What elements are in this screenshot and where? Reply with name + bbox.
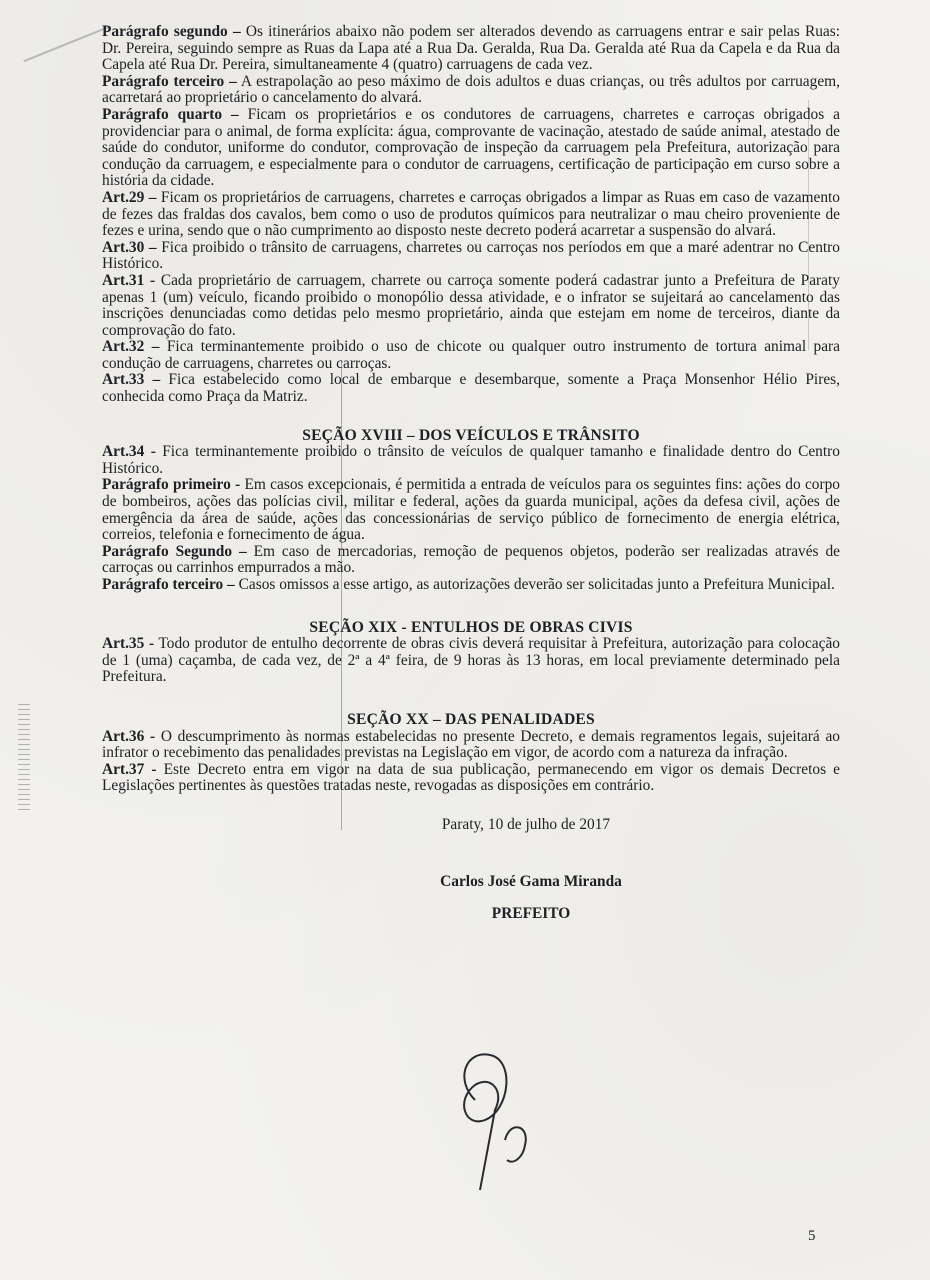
article-text: Ficam os proprietários de carruagens, charretes e carroças obrigados a limpar as Ruas em caso de vazamento de fezes das fraldas dos cavalos, bem como o uso de produtos químicos para neutralizar o mau cheiro proveniente de fezes e urina, sendo que o não cumprimento ao disposto neste decreto poderá acarretar a suspensão do alvará. [102,188,840,240]
article-paragraph [102,762,840,795]
section-title-xix: SEÇÃO XIX - ENTULHOS DE OBRAS CIVIS [309,618,633,636]
article-text: Todo produtor de entulho decorrente de obras civis deverá requisitar à Prefeitura, autorização para colocação de 1 (uma) caçamba, de cada vez, de 2ª a 4ª feira, de 9 horas às 13 horas, em local previamente determinado pela Prefeitura. [102,635,840,686]
article-paragraph [102,240,840,273]
article-paragraph [102,107,840,190]
article-label: Art.32 – [102,338,160,356]
article-label: Parágrafo segundo – [102,23,241,40]
section-xx-body [102,729,840,795]
article-paragraph [102,477,840,543]
section-xix-body [102,636,840,686]
signer-role: PREFEITO [491,904,571,922]
article-paragraph [102,444,840,477]
article-text: A estrapolação ao peso máximo de dois adultos e duas crianças, ou três adultos por carruagem, acarretará ao proprietário o cancelamento do alvará. [102,72,840,107]
article-paragraph [102,729,840,762]
article-text: Em casos excepcionais, é permitida a entrada de veículos para os seguintes fins: ações do corpo de bombeiros, ações das polícias civil, militar e federal, ações da guarda municipal, ações da defesa civil, ações de emergência da área de saúde, ações das concessionárias de serviço público de fornecimento de energia elétrica, correios, telefonia e fornecimento de água. [102,476,840,544]
page-number: 5 [808,1228,816,1244]
article-paragraph [102,339,840,372]
article-text: Os itinerários abaixo não podem ser alterados devendo as carruagens entrar e sair pelas Ruas: Dr. Pereira, seguindo sempre as Ruas da Lapa até a Rua Da. Geralda, Rua Da. Geralda até Rua da Capela e da Rua da Capela até Rua Dr. Pereira, simultaneamente 4 (quatro) carruagens de cada vez. [102,23,840,74]
article-text: Fica estabelecido como local de embarque e desembarque, somente a Praça Monsenhor Hélio Pires, conhecida como Praça da Matriz. [102,371,841,406]
article-text: Fica proibido o trânsito de carruagens, charretes ou carroças nos períodos em que a maré adentrar no Centro Histórico. [102,238,840,273]
article-paragraph [102,577,840,594]
section-title-xx: SEÇÃO XX – DAS PENALIDADES [347,710,595,728]
article-label: Art.34 - [102,443,156,461]
article-paragraph [102,636,840,686]
article-text: Casos omissos a esse artigo, as autorizações deverão ser solicitadas junto a Prefeitura Municipal. [234,576,835,593]
article-paragraph [102,372,840,405]
article-label: Art.33 – [102,371,161,389]
article-paragraph [102,74,840,107]
signer-name: Carlos José Gama Miranda [440,872,622,890]
document-body [102,24,840,938]
article-label: Parágrafo primeiro - [102,476,241,494]
article-text: Fica terminantemente proibido o trânsito de veículos de qualquer tamanho e finalidade dentro do Centro Histórico. [102,443,840,477]
article-paragraph [102,544,840,577]
article-label: Parágrafo terceiro – [102,576,235,593]
article-paragraph [102,273,840,339]
articles-top [102,24,840,406]
place-date: Paraty, 10 de julho de 2017 [441,815,611,833]
article-text: Cada proprietário de carruagem, charrete ou carroça somente poderá cadastrar junto a Prefeitura de Paraty apenas 1 (um) veículo, ficando proibido o monopólio dessa atividade, e o infrator se sujeitará ao cancelamento das inscrições denunciadas como detidas pelo mesmo proprietário, ainda que estejam em nome de terceiros, diante da comprovação do fato. [102,271,840,339]
article-text: Ficam os proprietários e os condutores de carruagens, charretes e carroças obrigados a providenciar para o animal, de forma explícita: água, comprovante de vacinação, atestado de saúde animal, atestado de saúde do condutor, uniforme do condutor, comprovação de inspeção da carruagem pela Prefeitura, autorização para condução da carruagem, e especialmente para o condutor de carruagens, certificação de participação em curso sobre a história da cidade. [102,105,840,190]
article-label: Parágrafo Segundo – [102,542,247,560]
article-text: Fica terminantemente proibido o uso de chicote ou qualquer outro instrumento de tortura animal para condução de carruagens, charretes ou carroças. [102,338,841,372]
article-label: Parágrafo terceiro – [102,72,237,90]
article-label: Art.29 – [102,188,157,206]
article-paragraph [102,24,840,74]
article-label: Art.37 - [102,760,157,778]
section-title-xviii: SEÇÃO XVIII – DOS VEÍCULOS E TRÂNSITO [302,426,640,444]
article-text: Este Decreto entra em vigor na data de sua publicação, permanecendo em vigor os demais Decretos e Legislações pertinentes às questões tratadas neste, revogadas as disposições em contrário. [102,760,840,795]
section-xviii-body [102,444,840,593]
article-label: Art.36 - [102,727,156,745]
handwritten-signature [435,1040,565,1200]
article-text: Em caso de mercadorias, remoção de pequenos objetos, poderão ser realizadas através de carroças ou carrinhos empurrados a mão. [102,542,840,577]
article-label: Parágrafo quarto – [102,105,239,123]
article-text: O descumprimento às normas estabelecidas no presente Decreto, e demais regramentos legais, sujeitará ao infrator o recebimento das penalidades previstas na Legislação em vigor, de acordo com a natureza da infração. [102,727,840,762]
article-label: Art.30 – [102,238,157,256]
article-label: Art.35 - [102,635,155,653]
scan-noise [18,700,30,810]
article-label: Art.31 - [102,271,156,289]
article-paragraph [102,190,840,240]
